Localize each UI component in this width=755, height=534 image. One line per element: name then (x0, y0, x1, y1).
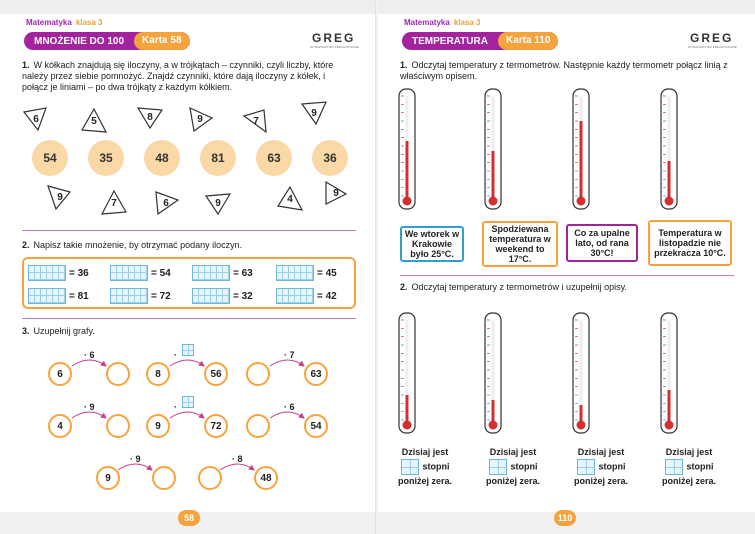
answer-description (390, 446, 460, 488)
greg-logo: GREG (690, 31, 734, 45)
description-card[interactable] (566, 224, 638, 262)
thermometer (570, 312, 592, 434)
graph-end-circle[interactable] (304, 362, 328, 386)
triangle-value: 5 (91, 115, 97, 127)
question-text: Napisz takie mnożenie, by otrzymać podany iloczyn. (33, 240, 243, 250)
card-number: Karta 110 (498, 32, 558, 50)
answer-description (566, 446, 636, 488)
description-line: stopni (686, 461, 714, 472)
graph-start-value: 6 (57, 368, 63, 380)
description-line: poniżej zera. (661, 476, 716, 486)
description-card[interactable] (482, 221, 558, 267)
question-1 (400, 60, 730, 82)
mercury-column (406, 395, 409, 424)
product-value: 48 (155, 151, 169, 165)
right-page (378, 0, 755, 534)
question-number: 2. (400, 282, 408, 292)
factor-triangle[interactable] (242, 108, 270, 134)
subject-label (404, 18, 481, 27)
factor-triangle[interactable] (204, 190, 232, 216)
triangle-value: 9 (197, 113, 203, 125)
triangle-value: 9 (215, 197, 221, 209)
title-bar (402, 32, 558, 50)
factor-triangle[interactable] (276, 186, 304, 212)
logo-subtitle: WYDAWNICTWO PEDAGOGICZNE (310, 45, 359, 49)
product-result: = 32 (233, 290, 253, 302)
answer-grid[interactable] (192, 288, 230, 304)
mercury-column (492, 151, 495, 200)
subject-label (26, 18, 103, 27)
graph-start-circle[interactable] (146, 414, 170, 438)
logo-subtitle: WYDAWNICTWO PEDAGOGICZNE (688, 45, 737, 49)
triangle-value: 9 (57, 191, 63, 203)
product-circle[interactable] (256, 140, 292, 176)
graph-operator: · 9 (84, 402, 95, 412)
graph-start-circle[interactable] (96, 466, 120, 490)
graph-end-value: 63 (310, 368, 322, 380)
page-number: 110 (554, 510, 576, 526)
question-number: 3. (22, 326, 30, 336)
answer-grid[interactable] (110, 265, 148, 281)
product-value: 35 (99, 151, 113, 165)
graph-start-value: 9 (155, 420, 161, 432)
description-line: Dzisiaj jest (401, 447, 449, 457)
graph-end-circle[interactable] (204, 362, 228, 386)
description-card[interactable] (648, 220, 732, 266)
mercury-column (492, 400, 495, 424)
graph-operator: · (174, 350, 177, 360)
graph-end-circle[interactable] (304, 414, 328, 438)
product-circle[interactable] (32, 140, 68, 176)
temperature-answer-box[interactable] (489, 459, 507, 475)
section-divider (22, 230, 356, 231)
thermometer (396, 312, 418, 434)
question-1 (22, 60, 352, 93)
product-result: = 63 (233, 267, 253, 279)
thermometer-bulb (665, 421, 674, 430)
factor-triangle[interactable] (152, 190, 180, 216)
graph-end-circle[interactable] (254, 466, 278, 490)
page-title: MNOŻENIE DO 100 (34, 35, 125, 47)
mercury-column (668, 390, 671, 424)
factor-triangle[interactable] (46, 184, 74, 210)
multiplication-entry[interactable] (28, 288, 89, 304)
temperature-answer-box[interactable] (665, 459, 683, 475)
question-number: 2. (22, 240, 30, 250)
product-circle[interactable] (144, 140, 180, 176)
product-value: 81 (211, 151, 225, 165)
mercury-column (580, 121, 583, 200)
section-divider (22, 318, 356, 319)
factor-triangle[interactable] (80, 108, 108, 134)
triangle-value: 4 (287, 193, 293, 205)
title-bar (24, 32, 190, 50)
multiplication-entry[interactable] (110, 265, 171, 281)
description-line: poniżej zera. (485, 476, 540, 486)
answer-grid[interactable] (110, 288, 148, 304)
subject-text: Matematyka (404, 18, 450, 27)
question-number: 1. (400, 60, 408, 70)
product-result: = 72 (151, 290, 171, 302)
question-text: W kółkach znajdują się iloczyny, a w trójkątach – czynniki, czyli liczby, które należy przez siebie pomnożyć. Znajdź czynniki, które dają iloczyny z kółek, i połącz je liniami – po dwa trójkąty z każdym kółkiem. (22, 60, 334, 92)
triangle-value: 7 (111, 197, 117, 209)
factor-triangle[interactable] (22, 106, 50, 132)
product-result: = 54 (151, 267, 171, 279)
description-line: stopni (510, 461, 538, 472)
graph-operator: · 6 (84, 350, 95, 360)
description-line: stopni (598, 461, 626, 472)
question-2 (400, 282, 730, 293)
graph-end-value: 48 (260, 472, 272, 484)
graph-start-value: 4 (57, 420, 63, 432)
factor-triangle[interactable] (136, 104, 164, 130)
page-number: 58 (178, 510, 200, 526)
graph-end-circle[interactable] (106, 362, 130, 386)
multiplication-entry[interactable] (110, 288, 171, 304)
triangle-value: 8 (147, 111, 153, 123)
answer-grid[interactable] (276, 288, 314, 304)
product-result: = 81 (69, 290, 89, 302)
description-text: Temperatura w listopadzie nie przekracza 10°C. (654, 228, 726, 258)
question-3 (22, 326, 352, 337)
product-result: = 45 (317, 267, 337, 279)
answer-description (478, 446, 548, 488)
graph-start-value: 9 (105, 472, 111, 484)
temperature-answer-box[interactable] (401, 459, 419, 475)
product-value: 63 (267, 151, 281, 165)
triangle-value: 9 (333, 187, 339, 199)
description-text: Spodziewana temperatura w weekend to 17°C. (489, 224, 551, 264)
multiplication-entry[interactable] (192, 288, 253, 304)
description-line: Dzisiaj jest (577, 447, 625, 457)
product-value: 54 (43, 151, 57, 165)
graph-start-circle[interactable] (198, 466, 222, 490)
card-number: Karta 58 (134, 32, 189, 50)
answer-grid[interactable] (192, 265, 230, 281)
graph-start-circle[interactable] (146, 362, 170, 386)
thermometer (396, 88, 418, 210)
description-text: We wtorek w Krakowie było 25°C. (404, 229, 460, 259)
graph-start-circle[interactable] (246, 414, 270, 438)
thermometer (658, 88, 680, 210)
thermometer-bulb (665, 197, 674, 206)
page-top-strip (0, 0, 377, 14)
factor-triangle[interactable] (322, 180, 350, 206)
triangle-value: 9 (311, 107, 317, 119)
description-line: Dzisiaj jest (665, 447, 713, 457)
question-text: Uzupełnij grafy. (33, 326, 95, 336)
multiplication-entry[interactable] (276, 288, 337, 304)
factor-triangle[interactable] (186, 106, 214, 132)
graph-operator: · (174, 402, 177, 412)
greg-logo: GREG (312, 31, 356, 45)
graph-end-value: 54 (310, 420, 322, 432)
graph-start-circle[interactable] (246, 362, 270, 386)
answer-description (654, 446, 724, 488)
left-page (0, 0, 377, 534)
product-result: = 36 (69, 267, 89, 279)
product-circle[interactable] (200, 140, 236, 176)
page-title: TEMPERATURA (412, 35, 488, 47)
triangle-value: 7 (253, 115, 259, 127)
grade-text: klasa 3 (453, 18, 481, 27)
graph-end-value: 56 (210, 368, 222, 380)
graph-end-circle[interactable] (152, 466, 176, 490)
thermometer-bulb (403, 197, 412, 206)
thermometer (658, 312, 680, 434)
product-circle[interactable] (88, 140, 124, 176)
multiplication-entry[interactable] (276, 265, 337, 281)
graph-end-circle[interactable] (106, 414, 130, 438)
description-line: poniżej zera. (397, 476, 452, 486)
graph-operator: · 7 (284, 350, 295, 360)
triangle-value: 6 (163, 197, 169, 209)
temperature-answer-box[interactable] (577, 459, 595, 475)
thermometer-bulb (577, 197, 586, 206)
mercury-column (668, 161, 671, 200)
triangle-value: 6 (33, 113, 39, 125)
factor-triangle[interactable] (100, 190, 128, 216)
product-value: 36 (323, 151, 337, 165)
description-line: Dzisiaj jest (489, 447, 537, 457)
answer-grid[interactable] (28, 288, 66, 304)
graph-start-value: 8 (155, 368, 161, 380)
thermometer (570, 88, 592, 210)
product-circle[interactable] (312, 140, 348, 176)
thermometer-bulb (403, 421, 412, 430)
subject-text: Matematyka (26, 18, 72, 27)
answer-grid[interactable] (276, 265, 314, 281)
thermometer (482, 88, 504, 210)
factor-triangle[interactable] (300, 100, 328, 126)
graph-end-value: 72 (210, 420, 222, 432)
graph-end-circle[interactable] (204, 414, 228, 438)
multiplication-entry[interactable] (28, 265, 89, 281)
answer-grid[interactable] (28, 265, 66, 281)
product-result: = 42 (317, 290, 337, 302)
description-line: poniżej zera. (573, 476, 628, 486)
thermometer-bulb (489, 421, 498, 430)
graph-operator: · 6 (284, 402, 295, 412)
thermometer-bulb (489, 197, 498, 206)
page-top-strip (378, 0, 755, 14)
operator-answer-box[interactable] (182, 396, 194, 408)
description-card[interactable] (400, 226, 464, 262)
thermometer (482, 312, 504, 434)
graph-operator: · 8 (232, 454, 243, 464)
graph-operator: · 9 (130, 454, 141, 464)
description-line: stopni (422, 461, 450, 472)
graph-start-circle[interactable] (48, 414, 72, 438)
mercury-column (406, 141, 409, 200)
operator-answer-box[interactable] (182, 344, 194, 356)
graph-start-circle[interactable] (48, 362, 72, 386)
multiplication-entry[interactable] (192, 265, 253, 281)
thermometer-bulb (577, 421, 586, 430)
question-number: 1. (22, 60, 30, 70)
section-divider (400, 275, 734, 276)
grade-text: klasa 3 (75, 18, 103, 27)
question-text: Odczytaj temperatury z termometrów i uzupełnij opisy. (411, 282, 627, 292)
question-text: Odczytaj temperatury z termometrów. Następnie każdy termometr połącz linią z właściwym opisem. (400, 60, 728, 81)
description-text: Co za upalne lato, od rana 30°C! (574, 228, 630, 258)
question-2 (22, 240, 352, 251)
